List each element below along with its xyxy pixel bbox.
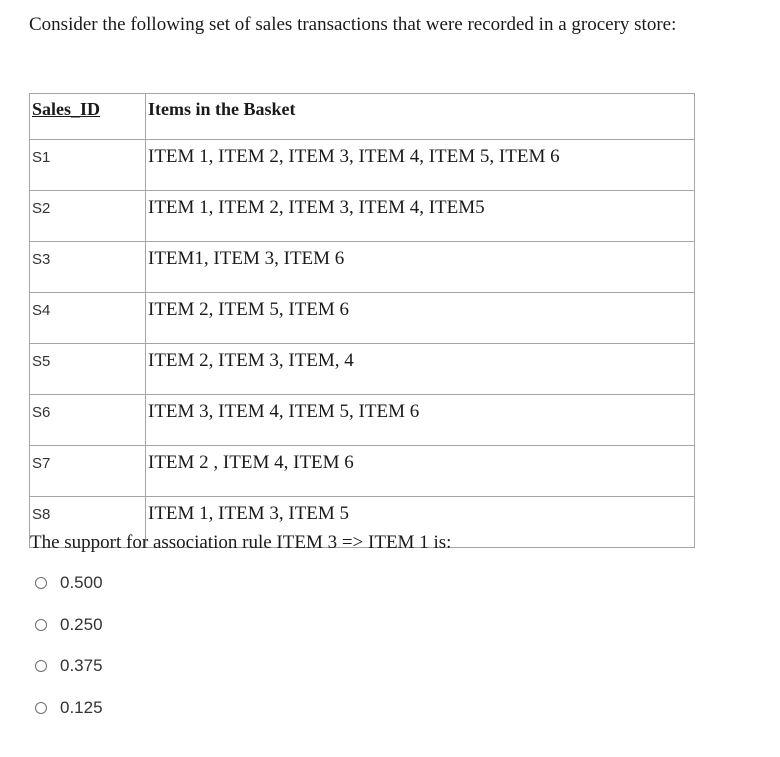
- answer-option-label: 0.375: [60, 656, 103, 676]
- table-row: [30, 395, 695, 446]
- items-cell: ITEM 1, ITEM 2, ITEM 3, ITEM 4, ITEM 5, ITEM 6: [146, 140, 695, 191]
- items-cell: ITEM 2, ITEM 5, ITEM 6: [146, 293, 695, 344]
- sales-id-cell: S8: [30, 497, 146, 548]
- header-items: Items in the Basket: [146, 94, 695, 140]
- items-cell: ITEM 2 , ITEM 4, ITEM 6: [146, 446, 695, 497]
- sales-id-cell: S7: [30, 446, 146, 497]
- items-cell: ITEM 1, ITEM 2, ITEM 3, ITEM 4, ITEM5: [146, 191, 695, 242]
- answer-option-label: 0.125: [60, 698, 103, 718]
- sales-transactions-table: [29, 93, 695, 548]
- table-row: [30, 242, 695, 293]
- table-row: [30, 344, 695, 395]
- items-cell: ITEM1, ITEM 3, ITEM 6: [146, 242, 695, 293]
- table-row: [30, 446, 695, 497]
- answer-option[interactable]: [35, 655, 103, 677]
- table-row: [30, 293, 695, 344]
- answer-option[interactable]: [35, 697, 103, 719]
- header-sales-id: Sales_ID: [30, 94, 146, 140]
- radio-button[interactable]: [35, 577, 47, 589]
- answer-option-label: 0.500: [60, 573, 103, 592]
- sales-id-cell: S2: [30, 191, 146, 242]
- answer-options: [35, 572, 103, 739]
- items-cell: ITEM 1, ITEM 3, ITEM 5: [146, 497, 695, 548]
- radio-button[interactable]: [35, 702, 47, 714]
- radio-button[interactable]: [35, 619, 47, 631]
- sales-id-cell: S4: [30, 293, 146, 344]
- table-header-row: [30, 94, 695, 140]
- sales-id-cell: S5: [30, 344, 146, 395]
- items-cell: ITEM 2, ITEM 3, ITEM, 4: [146, 344, 695, 395]
- radio-button[interactable]: [35, 660, 47, 672]
- table-row: [30, 140, 695, 191]
- sales-id-cell: S6: [30, 395, 146, 446]
- answer-option[interactable]: [35, 614, 103, 636]
- items-cell: ITEM 3, ITEM 4, ITEM 5, ITEM 6: [146, 395, 695, 446]
- sales-id-cell: S1: [30, 140, 146, 191]
- answer-option-label: 0.250: [60, 614, 103, 634]
- answer-option[interactable]: [35, 572, 103, 594]
- table-row: [30, 191, 695, 242]
- question-text: The support for association rule ITEM 3 => ITEM 1 is:: [30, 532, 452, 553]
- sales-id-cell: S3: [30, 242, 146, 293]
- question-intro: Consider the following set of sales transactions that were recorded in a grocery store:: [29, 14, 677, 35]
